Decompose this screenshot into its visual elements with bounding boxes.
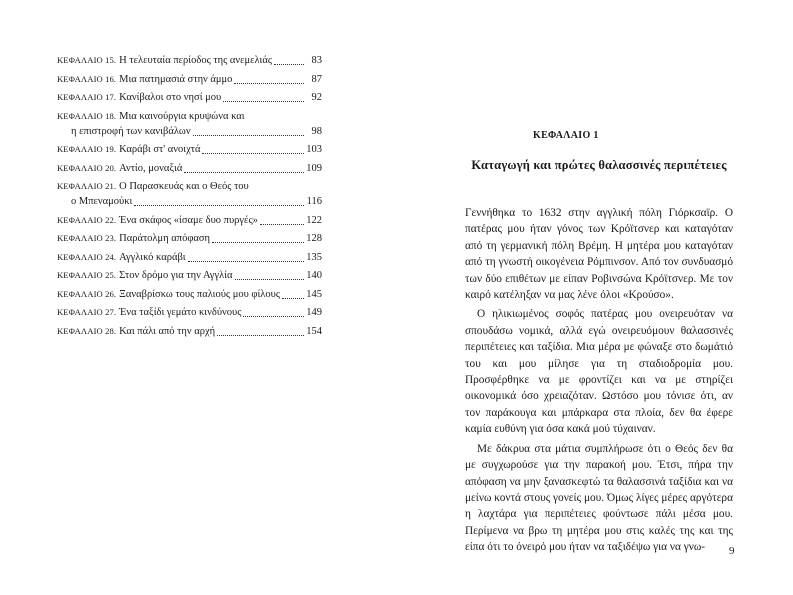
paragraph: Ο ηλικιωμένος σοφός πατέρας μου ονειρευόταν να σπουδάσω νομικά, αλλά εγώ ονειρευόμουν θαλασσινές περιπέτειες και ταξίδια. Μια μέρα με φώναξε στο δωμάτιό του και μου μίλησε για τη σταδιοδρομία μου. Προσφέρθηκε να με φροντίζει και να με στηρίζει οικονομικά όσο χρειαζόταν. Ωστόσο μου τόνισε ότι, αν τον παράκουγα και μπάρκαρα στα πλοία, δεν θα έφερε καμία ευθύνη για όσα κακά μού τύχαιναν. (465, 308, 733, 436)
paragraph: Με δάκρυα στα μάτια συμπλήρωσε ότι ο Θεός δεν θα με συγχωρούσε για την παρακοή μου. Έτσι, πήρα την απόφαση να μην ξανασκεφτώ τα θαλασσινά ταξίδια και να μείνω κοντά στους γονείς μου. Όμως λίγες μέρες αργότερα η λαχτάρα για περιπέτειες φούντωσε πάλι μέσα μου. Περίμενα να βρω τη μητέρα μου στις καλές της και της είπα ότι το όνειρό μου ήταν να ταξιδέψω για να γνω- (465, 442, 733, 554)
toc-entry (57, 161, 322, 176)
chapter-label: ΚΕΦΑΛΑΙΟ 1 (533, 130, 599, 141)
toc-entry (57, 268, 322, 283)
toc-chapter-title: Η τελευταία περίοδος της ανεμελιάς (119, 55, 272, 66)
toc-page-number: 92 (311, 92, 322, 103)
toc-page-number: 116 (306, 196, 322, 207)
toc-entry (57, 250, 322, 265)
toc-chapter-prefix: ΚΕΦΑΛΑΙΟ 28. (57, 325, 117, 336)
toc-leader-dots (223, 100, 304, 102)
toc-leader-dots (134, 204, 304, 206)
toc-leader-dots (202, 152, 304, 154)
toc-entry (57, 231, 322, 246)
toc-page-number: 103 (306, 144, 322, 155)
toc-chapter-title: Ένα σκάφος «ίσαμε δυο πυργές» (119, 214, 258, 226)
toc-entry (57, 72, 322, 87)
toc-page-number: 98 (311, 125, 322, 137)
toc-chapter-title: Στον δρόμο για την Αγγλία (119, 270, 233, 281)
toc-line (57, 213, 322, 228)
chapter-body (465, 205, 733, 559)
toc-chapter-title: Αγγλικό καράβι (119, 251, 186, 263)
toc-line (57, 53, 322, 68)
toc-page-number: 109 (306, 162, 322, 174)
toc-page-number: 140 (306, 270, 322, 281)
toc-chapter-prefix: ΚΕΦΑΛΑΙΟ 23. (57, 233, 117, 243)
toc-entry (57, 287, 322, 302)
toc-chapter-prefix: ΚΕΦΑΛΑΙΟ 17. (57, 92, 117, 102)
toc-entry (57, 213, 322, 228)
toc-leader-dots (260, 223, 304, 225)
toc-leader-dots (274, 63, 304, 65)
toc-chapter-prefix: ΚΕΦΑΛΑΙΟ 16. (57, 73, 117, 84)
toc-line (57, 194, 322, 209)
toc-leader-dots (234, 82, 304, 84)
toc-line (57, 161, 322, 176)
toc-chapter-title: Ο Παρασκευάς και ο Θεός του (119, 181, 249, 192)
toc-chapter-prefix: ΚΕΦΑΛΑΙΟ 21. (57, 181, 117, 191)
toc-line (57, 250, 322, 265)
toc-line (57, 268, 322, 283)
toc-line (57, 179, 322, 194)
toc-entry (57, 90, 322, 105)
toc-line (57, 109, 322, 124)
toc-chapter-prefix: ΚΕΦΑΛΑΙΟ 26. (57, 288, 117, 299)
chapter-title: Καταγωγή και πρώτες θαλασσινές περιπέτειες (471, 158, 727, 172)
toc-line (57, 231, 322, 246)
toc-chapter-prefix: ΚΕΦΑΛΑΙΟ 27. (57, 307, 117, 317)
toc-chapter-title: Ξαναβρίσκω τους παλιούς μου φίλους (119, 288, 281, 300)
toc-page-number: 83 (311, 55, 322, 66)
toc-leader-dots (188, 260, 304, 262)
toc-entry (57, 142, 322, 157)
toc-chapter-prefix: ΚΕΦΑΛΑΙΟ 22. (57, 214, 117, 225)
toc-leader-dots (184, 171, 304, 173)
toc-leader-dots (243, 315, 304, 317)
paragraph: Γεννήθηκα το 1632 στην αγγλική πόλη Γιόρκσαϊρ. Ο πατέρας μου ήταν γόνος των Κρόϊτσνερ και καταγόταν από τη γερμανική πόλη Βρέμη. Η μητέρα μου καταγόταν από τη γνωστή οικογένεια Ρόμπινσον. Από τον συνδυασμό των δύο επιθέτων με είπαν Ροβινσώνα Κρόϊτσνερ. Με τον καιρό κατέληξαν να μας λένε όλοι «Κρούσο». (465, 207, 733, 302)
toc-line (57, 287, 322, 302)
toc-leader-dots (193, 134, 304, 136)
toc-page-number: 145 (306, 288, 322, 300)
toc-page-number: 128 (306, 233, 322, 244)
toc-line (57, 90, 322, 105)
toc-leader-dots (235, 278, 305, 280)
toc-line (57, 305, 322, 320)
toc-line (57, 72, 322, 87)
toc-chapter-prefix: ΚΕΦΑΛΑΙΟ 20. (57, 162, 117, 173)
toc-chapter-title: Παράτολμη απόφαση (119, 233, 211, 244)
toc-chapter-prefix: ΚΕΦΑΛΑΙΟ 18. (57, 110, 117, 121)
table-of-contents (57, 53, 322, 342)
toc-chapter-title: Και πάλι από την αρχή (119, 325, 216, 337)
toc-chapter-prefix: ΚΕΦΑΛΑΙΟ 25. (57, 270, 117, 280)
toc-chapter-prefix: ΚΕΦΑΛΑΙΟ 24. (57, 251, 117, 262)
toc-page-number: 135 (306, 251, 322, 263)
toc-chapter-prefix: ΚΕΦΑΛΑΙΟ 15. (57, 55, 117, 65)
toc-page-number: 87 (311, 73, 322, 85)
toc-page-number: 122 (306, 214, 322, 226)
left-page (0, 0, 396, 595)
toc-chapter-prefix: ΚΕΦΑΛΑΙΟ 19. (57, 144, 117, 154)
right-page (396, 0, 793, 595)
toc-chapter-title: Μια πατημασιά στην άμμο (119, 73, 233, 85)
toc-chapter-title: Αντίο, μοναξιά (119, 162, 183, 174)
toc-entry (57, 109, 322, 139)
page-number: 9 (729, 545, 735, 557)
toc-chapter-title: η επιστροφή των κανιβάλων (71, 125, 191, 137)
toc-leader-dots (217, 334, 304, 336)
toc-page-number: 149 (306, 307, 322, 318)
toc-leader-dots (282, 297, 304, 299)
toc-page-number: 154 (306, 325, 322, 337)
toc-entry (57, 179, 322, 209)
toc-line (57, 142, 322, 157)
toc-chapter-title: Καράβι στ' ανοιχτά (119, 144, 201, 155)
toc-chapter-title: Ένα ταξίδι γεμάτο κινδύνους (119, 307, 242, 318)
toc-line (57, 324, 322, 339)
toc-entry (57, 305, 322, 320)
toc-chapter-title: ο Μπεναμούκι (71, 196, 133, 207)
toc-chapter-title: Μια καινούργια κρυψώνα και (119, 110, 245, 122)
toc-entry (57, 324, 322, 339)
toc-line (57, 124, 322, 139)
toc-leader-dots (212, 241, 304, 243)
toc-chapter-title: Κανίβαλοι στο νησί μου (119, 92, 222, 103)
toc-entry (57, 53, 322, 68)
